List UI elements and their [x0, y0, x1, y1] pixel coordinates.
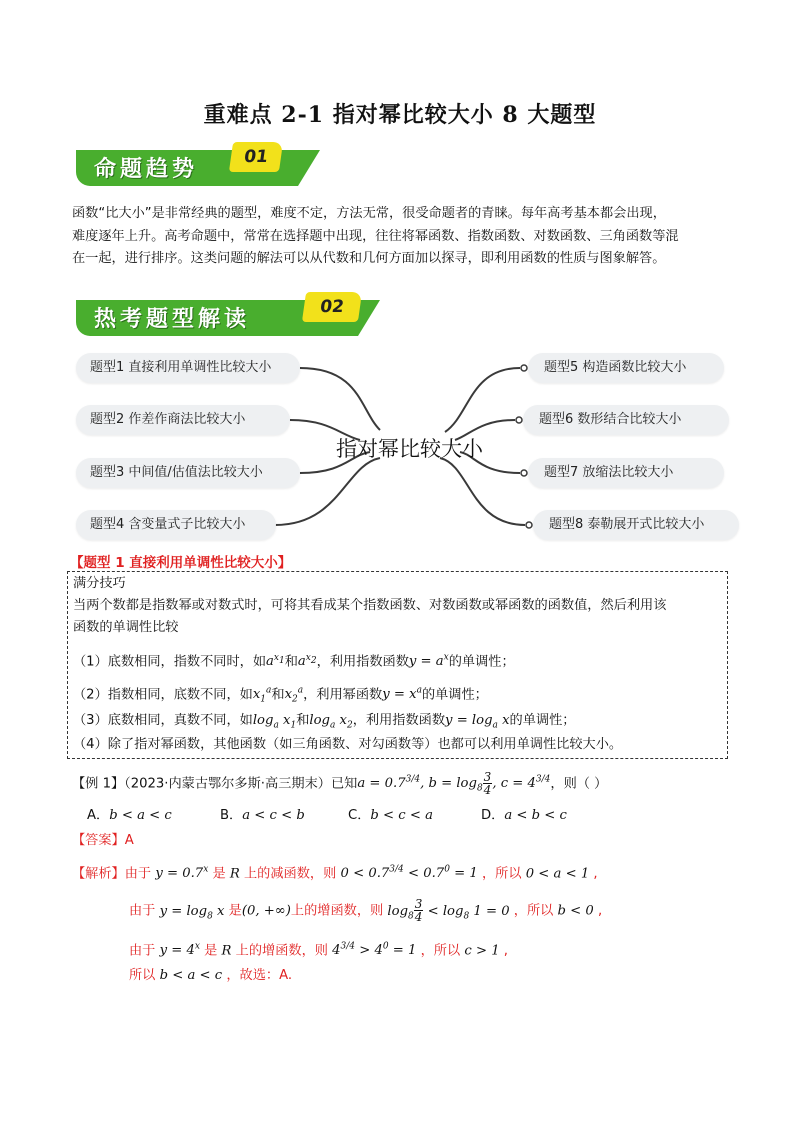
answer-line: 【答案】A	[72, 833, 134, 848]
option-c[interactable]: C．b < c < a	[348, 808, 433, 823]
option-a[interactable]: A．b < a < c	[87, 808, 172, 823]
tips-item-1: （1）底数相同，指数不同时，如$a^{x_1}$和$a^{x_2}$，利用指数函数$y = a^x$的单调性；	[73, 653, 515, 670]
tips-item-4: （4）除了指对幂函数，其他函数（如三角函数、对勾函数等）也都可以利用单调性比较大小。	[73, 737, 623, 752]
mindmap-node-topic8[interactable]: 题型8 泰勒展开式比较大小	[533, 510, 739, 540]
section-banner-label: 热考题型解读	[94, 306, 251, 332]
mindmap-node-topic3[interactable]: 题型3 中间值/估值法比较大小	[76, 458, 300, 488]
mindmap-node-topic1[interactable]: 题型1 直接利用单调性比较大小	[76, 353, 300, 383]
tips-item-2: （2）指数相同，底数不同，如$x_1^a$和$x_2^a$，利用幂函数$y = x^a$的单调性；	[73, 686, 488, 706]
connector-line	[300, 368, 380, 430]
section-number-badge: 02	[302, 292, 362, 322]
tips-title: 满分技巧	[73, 576, 126, 591]
connector-dot	[521, 365, 527, 371]
intro-line: 函数“比大小”是非常经典的题型，难度不定，方法无常，很受命题者的青睐。每年高考基本都会出现，	[72, 206, 666, 221]
intro-line: 在一起，进行排序。这类问题的解法可以从代数和几何方面加以探寻，即利用函数的性质与图象解答。	[72, 251, 666, 266]
example-question: 【例 1】（2023·内蒙古鄂尔多斯·高三期末）已知$a = 0.7^{3/4}$, $b = \log_8$ $\frac{3}{4}$ , $c = 4^{3/4}$，则（ ）	[72, 769, 608, 797]
connector-dot	[526, 522, 532, 528]
mindmap-center: 指对幂比较大小	[336, 437, 483, 461]
tips-intro-line: 函数的单调性比较	[73, 620, 179, 635]
analysis-line-3: 由于 $y = 4^x$ 是 R 上的增函数，则 $4^{3/4} > 4^0 = 1$ ，所以 c > 1 ,	[129, 942, 508, 959]
analysis-line-4: 所以 b < a < c ，故选：A.	[129, 968, 293, 983]
tips-intro-line: 当两个数都是指数幂或对数式时，可将其看成某个指数函数、对数函数或幂函数的函数值，然后利用该	[73, 598, 667, 613]
connector-dot	[521, 470, 527, 476]
section-banner-label: 命题趋势	[94, 156, 199, 182]
analysis-line-1: 【解析】由于 $y = 0.7^x$ 是 R 上的减函数，则 $0 < 0.7^{3/4} < 0.7^0 = 1$ ，所以 0 < a < 1 ,	[72, 865, 598, 882]
topic1-heading: 【题型 1 直接利用单调性比较大小】	[70, 555, 292, 571]
option-b[interactable]: B．a < c < b	[220, 808, 305, 823]
section-banner-hot-topics	[76, 296, 382, 336]
option-d[interactable]: D．a < b < c	[481, 808, 567, 823]
connector-line	[440, 458, 525, 525]
mindmap-node-topic2[interactable]: 题型2 作差作商法比较大小	[76, 405, 290, 435]
page-title: 重难点 2-1 指对幂比较大小 8 大题型	[203, 102, 597, 128]
section-number-badge: 01	[229, 142, 283, 172]
mindmap-node-topic7[interactable]: 题型7 放缩法比较大小	[528, 458, 724, 488]
connector-line	[445, 368, 520, 432]
analysis-line-2: 由于 $y = \log_8 x$ 是(0, +∞)上的增函数，则 $\log_8$ $\frac{3}{4}$ < $\log_8 1 = 0$ ，所以 b < 0 ,	[129, 897, 603, 924]
section-banner-trend	[76, 146, 322, 186]
mindmap-node-topic5[interactable]: 题型5 构造函数比较大小	[528, 353, 724, 383]
mindmap-node-topic6[interactable]: 题型6 数形结合比较大小	[523, 405, 729, 435]
intro-paragraph	[72, 203, 732, 271]
connector-dot	[516, 417, 522, 423]
mindmap-node-topic4[interactable]: 题型4 含变量式子比较大小	[76, 510, 276, 540]
intro-line: 难度逐年上升。高考命题中，常常在选择题中出现，往往将幂函数、指数函数、对数函数、三角函数等混	[72, 228, 679, 244]
tips-item-3: （3）底数相同，真数不同，如$\log_a x_1$和$\log_a x_2$，利用指数函数$y = \log_a x$的单调性；	[73, 713, 576, 731]
